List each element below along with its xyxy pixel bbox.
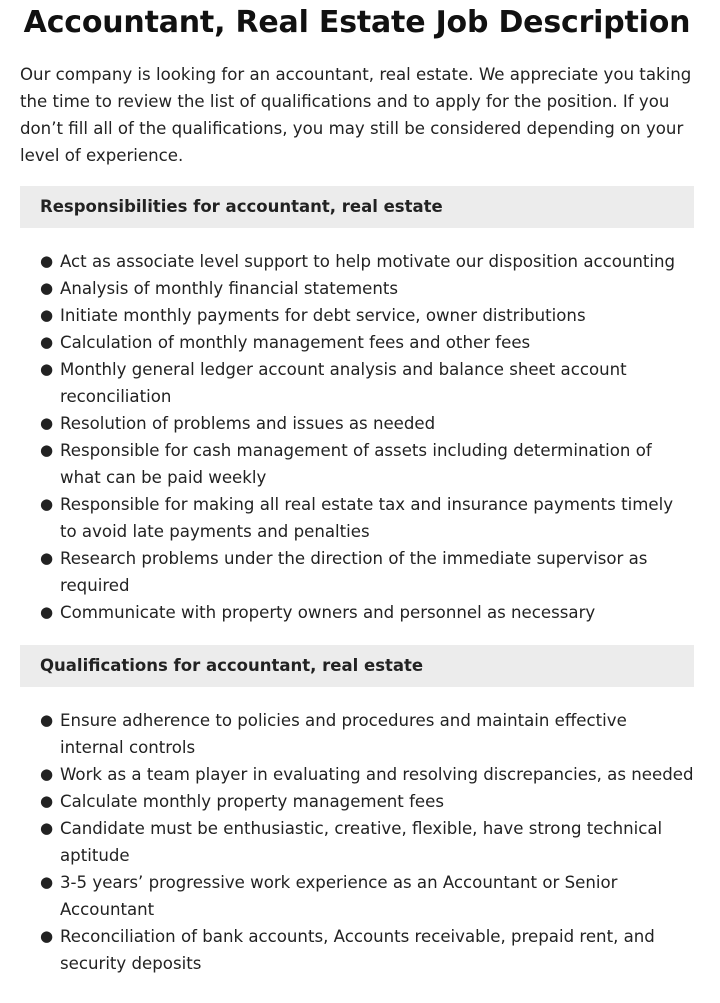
list-item (20, 248, 694, 275)
list-item-text: Responsible for cash management of assets including determination of what can be paid weekly (60, 441, 652, 487)
list-item (20, 761, 694, 788)
bullet-icon: ● (40, 333, 54, 351)
list-item (20, 923, 694, 977)
list-item-text: Work as a team player in evaluating and resolving discrepancies, as needed (60, 765, 694, 784)
bullet-icon: ● (40, 603, 54, 621)
list-item (20, 329, 694, 356)
bullet-icon: ● (40, 306, 54, 324)
list-item-text: Monthly general ledger account analysis and balance sheet account reconciliation (60, 360, 627, 406)
list-item-text: Act as associate level support to help motivate our disposition accounting (60, 252, 676, 271)
list-item (20, 275, 694, 302)
list-item (20, 437, 694, 491)
list-item (20, 491, 694, 545)
list-item-text: Calculation of monthly management fees and other fees (60, 333, 531, 352)
bullet-icon: ● (40, 711, 54, 729)
bullet-icon: ● (40, 927, 54, 945)
list-item (20, 788, 694, 815)
bullet-icon: ● (40, 414, 54, 432)
list-item (20, 815, 694, 869)
bullet-icon: ● (40, 360, 54, 378)
list-item (20, 599, 694, 626)
list-item (20, 302, 694, 329)
list-item-text: Candidate must be enthusiastic, creative, flexible, have strong technical aptitude (60, 819, 663, 865)
list-item (20, 707, 694, 761)
bullet-icon: ● (40, 819, 54, 837)
list-item-text: Communicate with property owners and personnel as necessary (60, 603, 596, 622)
qualifications-list (20, 707, 694, 977)
list-item (20, 545, 694, 599)
page-title: Accountant, Real Estate Job Description (23, 5, 691, 40)
qualifications-header: Qualifications for accountant, real estate (20, 645, 694, 687)
bullet-icon: ● (40, 279, 54, 297)
bullet-icon: ● (40, 549, 54, 567)
list-item (20, 410, 694, 437)
list-item (20, 356, 694, 410)
list-item-text: 3-5 years’ progressive work experience as an Accountant or Senior Accountant (60, 873, 618, 919)
bullet-icon: ● (40, 495, 54, 513)
intro-paragraph: Our company is looking for an accountant, real estate. We appreciate you taking the time to review the list of qualifications and to apply for the position. If you don’t fill all of the qualifications, you may still be considered depending on your level of experience. (20, 65, 692, 165)
responsibilities-header: Responsibilities for accountant, real estate (20, 186, 694, 228)
list-item-text: Responsible for making all real estate tax and insurance payments timely to avoid late payments and penalties (60, 495, 674, 541)
list-item-text: Reconciliation of bank accounts, Accounts receivable, prepaid rent, and security deposits (60, 927, 655, 973)
bullet-icon: ● (40, 441, 54, 459)
list-item-text: Ensure adherence to policies and procedures and maintain effective internal controls (60, 711, 627, 757)
responsibilities-list (20, 248, 694, 626)
bullet-icon: ● (40, 792, 54, 810)
bullet-icon: ● (40, 765, 54, 783)
bullet-icon: ● (40, 873, 54, 891)
list-item-text: Calculate monthly property management fees (60, 792, 444, 811)
list-item-text: Initiate monthly payments for debt service, owner distributions (60, 306, 586, 325)
list-item-text: Resolution of problems and issues as needed (60, 414, 436, 433)
list-item-text: Research problems under the direction of the immediate supervisor as required (60, 549, 648, 595)
list-item (20, 869, 694, 923)
bullet-icon: ● (40, 252, 54, 270)
list-item-text: Analysis of monthly financial statements (60, 279, 398, 298)
